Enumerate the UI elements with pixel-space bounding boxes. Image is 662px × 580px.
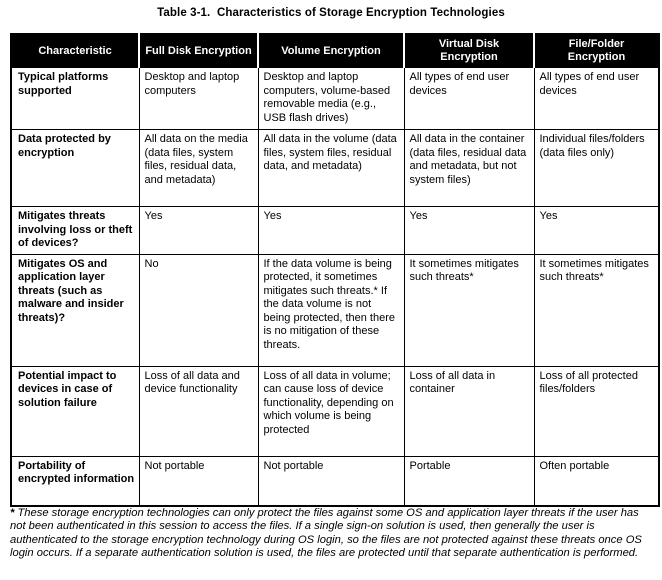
table-row bbox=[11, 207, 659, 255]
row-header-cell: Mitigates OS and application layer threats (such as malware and insider threats)? bbox=[11, 254, 139, 366]
data-cell: Yes bbox=[139, 207, 258, 255]
table-title: Table 3-1. Characteristics of Storage Encryption Technologies bbox=[157, 7, 505, 19]
header-row bbox=[11, 34, 659, 68]
row-header-cell: Typical platforms supported bbox=[11, 68, 139, 130]
data-cell: All types of end user devices bbox=[404, 68, 534, 130]
table-row bbox=[11, 130, 659, 207]
data-cell: Loss of all data and device functionality bbox=[139, 366, 258, 456]
row-header-cell: Data protected by encryption bbox=[11, 130, 139, 207]
table-row bbox=[11, 254, 659, 366]
data-cell: It sometimes mitigates such threats* bbox=[534, 254, 659, 366]
header-volume-encryption: Volume Encryption bbox=[258, 34, 404, 68]
row-header-cell: Portability of encrypted information bbox=[11, 456, 139, 506]
footnote-text: These storage encryption technologies can only protect the files against some OS and application layer threats if the user has not been authenticated in this session to access the files. If a single sign-on solution is used, then generally the user is authenticated to the storage encryption technology during OS login, so the files are not protected against these threats once OS login occurs. If a separate authentication solution is used, the files are protected until that separate authentication is performed. bbox=[10, 507, 642, 560]
data-cell: All data in the container (data files, residual data and metadata, but not system files) bbox=[404, 130, 534, 207]
data-cell: Loss of all data in volume; can cause loss of device functionality, depending on which volume is being protected bbox=[258, 366, 404, 456]
data-cell: Portable bbox=[404, 456, 534, 506]
data-cell: Loss of all protected files/folders bbox=[534, 366, 659, 456]
table-row bbox=[11, 456, 659, 506]
table-row bbox=[11, 68, 659, 130]
row-header-cell: Potential impact to devices in case of solution failure bbox=[11, 366, 139, 456]
data-cell: Yes bbox=[534, 207, 659, 255]
data-cell: Loss of all data in container bbox=[404, 366, 534, 456]
data-cell: Often portable bbox=[534, 456, 659, 506]
header-file-folder-encryption: File/Folder Encryption bbox=[534, 34, 659, 68]
data-cell: It sometimes mitigates such threats* bbox=[404, 254, 534, 366]
table-row bbox=[11, 366, 659, 456]
row-header-cell: Mitigates threats involving loss or theft of devices? bbox=[11, 207, 139, 255]
data-cell: No bbox=[139, 254, 258, 366]
data-cell: Individual files/folders (data files only) bbox=[534, 130, 659, 207]
data-cell: Not portable bbox=[139, 456, 258, 506]
data-cell: Desktop and laptop computers bbox=[139, 68, 258, 130]
data-cell: Yes bbox=[258, 207, 404, 255]
header-virtual-disk-encryption: Virtual Disk Encryption bbox=[404, 34, 534, 68]
table-footnote bbox=[10, 507, 656, 561]
footnote-asterisk: * bbox=[10, 507, 15, 519]
data-cell: All data on the media (data files, system files, residual data, and metadata) bbox=[139, 130, 258, 207]
data-cell: Yes bbox=[404, 207, 534, 255]
data-cell: If the data volume is being protected, it sometimes mitigates such threats.* If the data volume is not being protected, then there is no mitigation of these threats. bbox=[258, 254, 404, 366]
data-cell: All data in the volume (data files, system files, residual data, and metadata) bbox=[258, 130, 404, 207]
data-cell: Not portable bbox=[258, 456, 404, 506]
header-characteristic: Characteristic bbox=[11, 34, 139, 68]
data-cell: Desktop and laptop computers, volume-based removable media (e.g., USB flash drives) bbox=[258, 68, 404, 130]
storage-encryption-table bbox=[10, 33, 660, 507]
data-cell: All types of end user devices bbox=[534, 68, 659, 130]
header-full-disk-encryption: Full Disk Encryption bbox=[139, 34, 258, 68]
